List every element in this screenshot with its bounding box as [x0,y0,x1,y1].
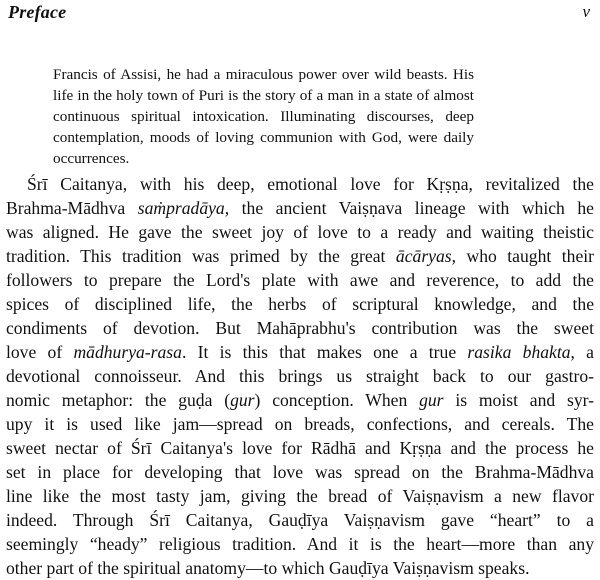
block-quote [53,64,474,169]
text-run: Śrī Caitanya, with his deep, emotional love for Kṛṣṇa, revitalized the [27,174,594,194]
paragraph-line [6,244,594,268]
text-run: other part of the spiritual anatomy—to which Gauḍīya Vaiṣṇavism speaks. [6,558,530,578]
text-run: . It is this that makes one a true [181,342,468,362]
text-run: line like the most tasty jam, giving the bread of Vaiṣṇavism a new flavor [6,486,594,506]
paragraph-line [6,196,594,220]
paragraph-line [6,172,594,196]
paragraph-line [6,436,594,460]
text-run: spices of disciplined life, the herbs of scriptural knowledge, and the [6,294,594,314]
text-run: set in place for developing that love was spread on the Brahma-Mādhva [6,462,594,482]
quote-line: Francis of Assisi, he had a miraculous power over wild beasts. His [53,66,474,83]
italic-term: gur [419,390,444,410]
paragraph-line [6,292,594,316]
paragraph-line [6,412,594,436]
paragraph-line [6,508,594,532]
paragraph-line [6,484,594,508]
body-paragraph [6,172,594,580]
text-run: , who taught their [451,246,594,266]
quote-line: life in the holy town of Puri is the story of a man in a state of almost [53,87,474,104]
running-head [0,0,600,30]
text-run: love of [6,342,74,362]
page-number: v [582,2,590,21]
text-run: sweet nectar of Śrī Caitanya's love for Rādhā and Kṛṣṇa and the process he [6,438,594,458]
paragraph-line [6,220,594,244]
text-run: seemingly “heady” religious tradition. And it is the heart—more than any [6,534,594,554]
paragraph-line [6,532,594,556]
paragraph-line [6,340,594,364]
paragraph-line [6,556,594,580]
text-run: nomic metaphor: the guḍa ( [6,390,231,410]
text-run: , the ancient Vaiṣṇava lineage with which he [224,198,594,218]
quote-line: contemplation, moods of loving communion with God, were daily [53,129,474,146]
text-run: condiments of devotion. But Mahāprabhu's contribution was the sweet [6,318,594,338]
quote-line: occurrences. [53,150,130,167]
text-run: Brahma-Mādhva [6,198,138,218]
paragraph-line [6,364,594,388]
text-run: upy it is used like jam—spread on breads, confections, and cereals. The [6,414,594,434]
text-run: , a [570,342,594,362]
quote-line: continuous spiritual intoxication. Illuminating discourses, deep [53,108,474,125]
paragraph-line [6,388,594,412]
italic-term: saṁpradāya [137,198,225,218]
text-run: followers to prepare the Lord's plate with awe and reverence, to add the [6,270,594,290]
text-run: ) conception. When [254,390,420,410]
text-run: was aligned. He gave the sweet joy of love to a ready and waiting theistic [6,222,594,242]
text-run: devotional connoisseur. And this brings us straight back to our gastro- [6,366,594,386]
text-run: is moist and syr- [443,390,594,410]
text-run: tradition. This tradition was primed by the great [6,246,396,266]
italic-term: mādhurya-rasa [73,342,182,362]
italic-term: rasika bhakta [467,342,571,362]
paragraph-line [6,460,594,484]
text-run: indeed. Through Śrī Caitanya, Gauḍīya Vaiṣṇavism gave “heart” to a [6,510,594,530]
paragraph-line [6,316,594,340]
italic-term: gur [230,390,255,410]
paragraph-line [6,268,594,292]
italic-term: ācāryas [395,246,452,266]
running-title: Preface [8,2,67,22]
